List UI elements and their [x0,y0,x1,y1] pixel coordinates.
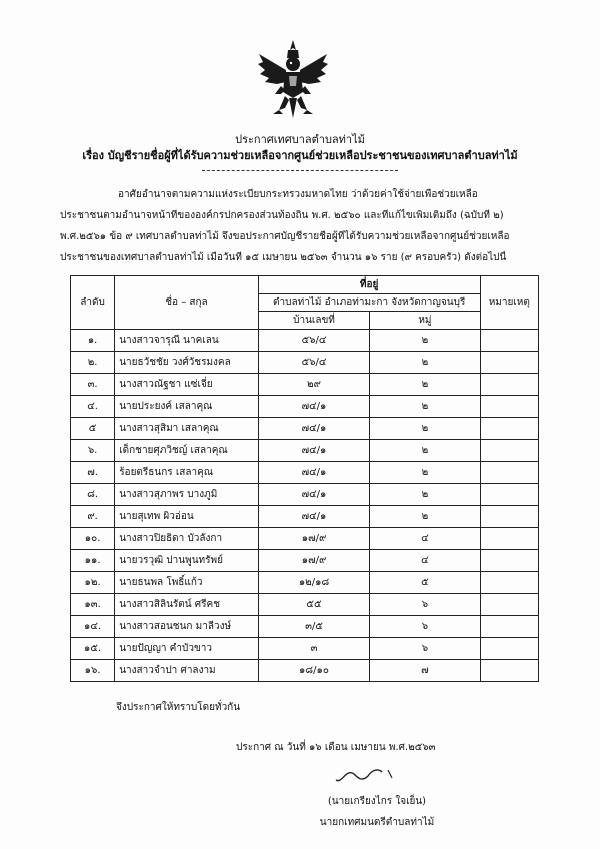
row-name: นางสาวสุภาพร บางภูมิ [115,484,259,506]
row-house: ๗๔/๑ [258,418,370,440]
row-moo: ๒ [370,440,480,462]
row-name: นายปัญญา คำบัวขาว [115,638,259,660]
row-moo: ๖ [370,594,480,616]
row-name: นายวรวุฒิ ปานพูนทรัพย์ [115,550,259,572]
title-divider [202,170,398,171]
row-no: ๑๑. [71,550,115,572]
row-moo: ๒ [370,506,480,528]
row-house: ๒๙ [258,374,370,396]
row-moo: ๒ [370,330,480,352]
header-address-sub: ตำบลท่าไม้ อำเภอท่ามะกา จังหวัดกาญจนบุรี [258,294,480,312]
row-name: นายสุเทพ ผิวอ่อน [115,506,259,528]
body-line-4: ประชาชนของเทศบาลตำบลท่าไม้ เมื่อวันที่ ๑๕ เมษายน ๒๕๖๓ จำนวน ๑๖ ราย (๙ ครอบครัว) ดังต่อไปนี้ [60,252,507,263]
row-house: ๑๘/๑๐ [258,660,370,682]
row-house: ๑๗/๙ [258,528,370,550]
row-name: ร้อยตรีธนกร เสลาคุณ [115,462,259,484]
row-name: นางสาวสุสิมา เสลาคุณ [115,418,259,440]
row-name: นายธนพล โพธิ์แก้ว [115,572,259,594]
row-note [480,374,538,396]
row-house: ๕๕ [258,594,370,616]
table-row [71,528,539,550]
header-house: บ้านเลขที่ [258,312,370,330]
row-house: ๗๔/๑ [258,396,370,418]
table-row [71,396,539,418]
row-note [480,352,538,374]
row-moo: ๒ [370,396,480,418]
row-no: ๑๓. [71,594,115,616]
row-no: ๘. [71,484,115,506]
header-moo: หมู่ [370,312,480,330]
row-no: ๑๕. [71,638,115,660]
row-note [480,572,538,594]
row-moo: ๖ [370,616,480,638]
signature [332,758,402,788]
table-row [71,616,539,638]
row-note [480,418,538,440]
row-moo: ๗ [370,660,480,682]
row-house: ๓/๕ [258,616,370,638]
row-house: ๗๔/๑ [258,440,370,462]
row-no: ๗. [71,462,115,484]
table-row [71,550,539,572]
row-note [480,506,538,528]
row-no: ๕ [71,418,115,440]
table-row [71,418,539,440]
row-moo: ๒ [370,484,480,506]
row-note [480,550,538,572]
table-row [71,484,539,506]
row-house: ๗๔/๑ [258,506,370,528]
table-row [71,638,539,660]
row-name: นางสาวจารุณี นาคเลน [115,330,259,352]
row-name: นายประยงค์ เสลาคุณ [115,396,259,418]
row-note [480,528,538,550]
row-no: ๑๐. [71,528,115,550]
table-row [71,330,539,352]
table-row [71,660,539,682]
row-no: ๙. [71,506,115,528]
table-row [71,506,539,528]
table-row [71,462,539,484]
row-no: ๑. [71,330,115,352]
row-house: ๑๗/๙ [258,550,370,572]
body-line-2: ประชาชนตามอำนาจหน้าที่ขององค์กรปกครองส่วนท้องถิ่น พ.ศ. ๒๕๖๐ และที่แก้ไขเพิ่มเติมถึง (ฉบับที่ ๒) [60,210,504,221]
row-name: นายธวัชชัย วงศ์วัชรมงคล [115,352,259,374]
row-note [480,660,538,682]
row-name: นางสาวจำปา ศาลงาม [115,660,259,682]
header-name: ชื่อ – สกุล [115,276,259,330]
row-no: ๑๖. [71,660,115,682]
header-address: ที่อยู่ [258,276,480,294]
row-moo: ๕ [370,572,480,594]
row-moo: ๖ [370,638,480,660]
body-line-3: พ.ศ.๒๕๖๑ ข้อ ๙ เทศบาลตำบลท่าไม้ จึงขอประกาศบัญชีรายชื่อผู้ที่ได้รับความช่วยเหลือจากศูนย์ช่วยเหลือ [60,231,510,242]
recipient-table [70,275,539,682]
row-name: นางสาวสิลินรัตน์ ศรีคช [115,594,259,616]
body-line-1: อาศัยอำนาจตามความแห่งระเบียบกระทรวงมหาดไทย ว่าด้วยค่าใช้จ่ายเพื่อช่วยเหลือ [118,189,478,200]
issuer-title: ประกาศเทศบาลตำบลท่าไม้ [235,133,365,146]
table-row [71,440,539,462]
row-moo: ๒ [370,352,480,374]
row-note [480,484,538,506]
row-no: ๓. [71,374,115,396]
row-house: ๕๖/๔ [258,330,370,352]
dated-line: ประกาศ ณ วันที่ ๑๖ เดือน เมษายน พ.ศ.๒๕๖๓ [236,742,436,753]
row-moo: ๔ [370,550,480,572]
header-note: หมายเหตุ [480,276,538,330]
table-row [71,374,539,396]
row-note [480,462,538,484]
row-no: ๖. [71,440,115,462]
row-house: ๕๖/๔ [258,352,370,374]
row-no: ๑๒. [71,572,115,594]
header-no: ลำดับ [71,276,115,330]
row-note [480,330,538,352]
garuda-emblem-icon [257,36,329,122]
signer-name: (นายเกรียงไกร ใจเย็น) [327,796,427,807]
row-no: ๔. [71,396,115,418]
row-name: นางสาวณัฐชา แซ่เจี่ย [115,374,259,396]
signer-position: นายกเทศมนตรีตำบลท่าไม้ [319,817,435,828]
row-no: ๑๔. [71,616,115,638]
row-moo: ๔ [370,528,480,550]
row-moo: ๒ [370,418,480,440]
row-note [480,594,538,616]
row-name: นางสาวปิยธิดา บัวลังกา [115,528,259,550]
row-name: เด็กชายศุภวิชญ์ เสลาคุณ [115,440,259,462]
table-row [71,594,539,616]
row-house: ๗๔/๑ [258,462,370,484]
table-row [71,352,539,374]
row-house: ๑๒/๑๘ [258,572,370,594]
closing-text: จึงประกาศให้ทราบโดยทั่วกัน [116,702,241,713]
row-note [480,616,538,638]
row-note [480,440,538,462]
row-house: ๓ [258,638,370,660]
row-note [480,396,538,418]
row-name: นางสาวสอนชนก มาลีวงษ์ [115,616,259,638]
row-no: ๒. [71,352,115,374]
table-row [71,572,539,594]
row-note [480,638,538,660]
row-house: ๗๔/๑ [258,484,370,506]
subject-title: เรื่อง บัญชีรายชื่อผู้ที่ได้รับความช่วยเหลือจากศูนย์ช่วยเหลือประชาชนของเทศบาลตำบลท่าไม้ [82,149,518,162]
row-moo: ๒ [370,374,480,396]
row-moo: ๒ [370,462,480,484]
